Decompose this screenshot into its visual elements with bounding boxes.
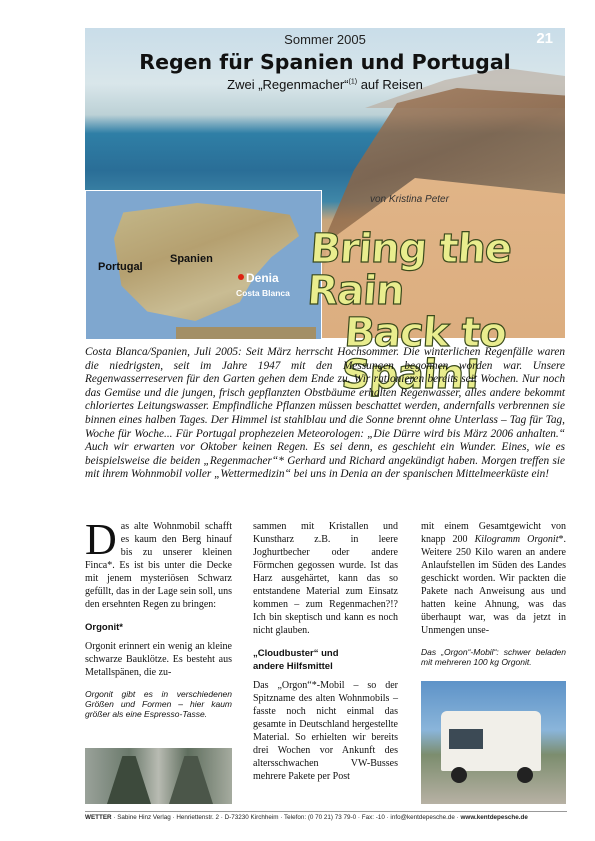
map-label-denia: Denia bbox=[246, 271, 279, 285]
footer bbox=[85, 811, 567, 821]
caption-orgon-mobil: Das „Orgon“-Mobil“: schwer beladen mit mehreren 100 kg Orgonit. bbox=[421, 647, 566, 667]
map-label-portugal: Portugal bbox=[98, 261, 143, 273]
col1-paragraph-2: Orgonit erinnert ein wenig an kleine schwarze Bauklötze. Es besteht aus Metallspänen, die zu- bbox=[85, 641, 232, 678]
page-number: 21 bbox=[536, 30, 553, 47]
map-label-spanien: Spanien bbox=[170, 253, 213, 265]
footer-url[interactable]: www.kentdepesche.de bbox=[460, 814, 528, 821]
slogan-line-2: Back to Spain! bbox=[339, 310, 508, 398]
col3-paragraph-1: mit einem Gesamtgewicht von knapp 200 Kilogramm Orgonit*. Weitere 250 Kilo waren an andere Anlaufstellen im Süden des Landes geschickt worden. Wir packten die Pakete nach Anweisung aus und hatten keine Ahnung, was das überhaupt war, was da jetzt in Unmengen unse- bbox=[421, 521, 566, 636]
orgonit-piece bbox=[107, 756, 151, 804]
col2-paragraph-2: Das „Orgon“*-Mobil – so der Spitzname des alten Wohnmobils – fasste noch nicht einmal das gesamte in Deutschland hergestellte Material. So erhielten wir bereits drei Wochen vor Ankunft des altersschwachen VW-Busses mehrere Pakete per Post bbox=[253, 680, 398, 782]
van-wheel bbox=[451, 767, 467, 783]
photo-orgonit bbox=[85, 748, 232, 804]
intro-paragraph: Costa Blanca/Spanien, Juli 2005: Seit März herrscht Hochsommer. Die winterlichen Regenfälle waren die niedrigsten, seit im Jahre 1947 mit den Messungen begonnen worden war. Unsere Regenwasserreserven für den Garten gehen dem Ende zu. Wir rationieren bereits seit Wochen. Nur noch das Gemüse und die jungen, frisch gepflanzten Obstbäume erhalten Regenwasser, alles andere bekommt chloriertes Leitungswasser. Empfindliche Pflanzen müssen beschattet werden, andernfalls verbrennen sie binnen eines halben Tages. Der Himmel ist stahlblau und die Sonne brennt ohne Unterlass – Tag für Tag, Woche für Woche... Für Portugal prophezeien Meteorologen: „Die Dürre wird bis März 2006 anhalten.“ Auch wir erwarten vor Oktober keinen Regen. Es sei denn, es geschieht ein Wunder. Eines, wie es beispielsweise die beiden „Regenmacher“* Gerhard und Richard angekündigt haben. Morgen treffen sie mit ihrem Wohnmobil voller „Wettermedizin“ bei uns in Denia an der spanischen Mittelmeerküste ein! bbox=[85, 346, 565, 481]
van-wheel bbox=[517, 767, 533, 783]
article-title: Regen für Spanien und Portugal bbox=[139, 50, 511, 74]
col2-paragraph-1: sammen mit Kristallen und Kunstharz z.B. in leere Joghurtbecher oder andere Förmchen gegossen wurde. Ist das Harz ausgehärtet, kann das so entstandene Material zum Einsatz kommen – zum Regenmachen?!? Ich bin skeptisch und kann es noch nicht glauben. bbox=[253, 521, 398, 636]
column-1 bbox=[85, 515, 232, 719]
van-window bbox=[449, 729, 483, 749]
subhead-orgonit: Orgonit* bbox=[85, 622, 123, 633]
slogan-line-1: Bring the Rain bbox=[305, 226, 513, 314]
column-2 bbox=[253, 520, 398, 793]
map-label-costa-blanca: Costa Blanca bbox=[236, 288, 290, 298]
footer-text: · Sabine Hinz Verlag · Henriettenstr. 2 · D-73230 Kirchheim · Telefon: (0 70 21) 73 79-0 · Fax: -10 · info@kentdepesche.de · bbox=[111, 814, 461, 821]
map-africa bbox=[176, 327, 316, 340]
orgonit-piece bbox=[169, 756, 213, 804]
map-pin-icon bbox=[238, 274, 244, 280]
map-iberia bbox=[85, 190, 322, 340]
col1-paragraph-1: Das alte Wohnmobil schafft es kaum den Berg hinauf bis zu unserer kleinen Finca*. Es ist bis unter die Decke mit jenem mysteriösen Schwarz gefüllt, das in der Lage sein soll, uns den ersehnten Regen zu bringen: bbox=[85, 515, 232, 610]
photo-orgon-mobil bbox=[421, 681, 566, 804]
article-subtitle: Zwei „Regenmacher“$^{(1)}$ auf Reisen bbox=[227, 77, 423, 92]
footer-brand: WETTER bbox=[85, 814, 112, 821]
subhead-cloudbuster: „Cloudbuster“ und andere Hilfsmittel bbox=[253, 648, 339, 672]
column-3 bbox=[421, 520, 566, 667]
issue-season: Sommer 2005 bbox=[284, 32, 366, 47]
author-byline: von Kristina Peter bbox=[370, 194, 449, 205]
caption-orgonit: Orgonit gibt es in verschiedenen Größen und Formen – hier kaum größer als eine Espresso-Tasse. bbox=[85, 689, 232, 719]
drop-cap: D bbox=[85, 515, 117, 564]
